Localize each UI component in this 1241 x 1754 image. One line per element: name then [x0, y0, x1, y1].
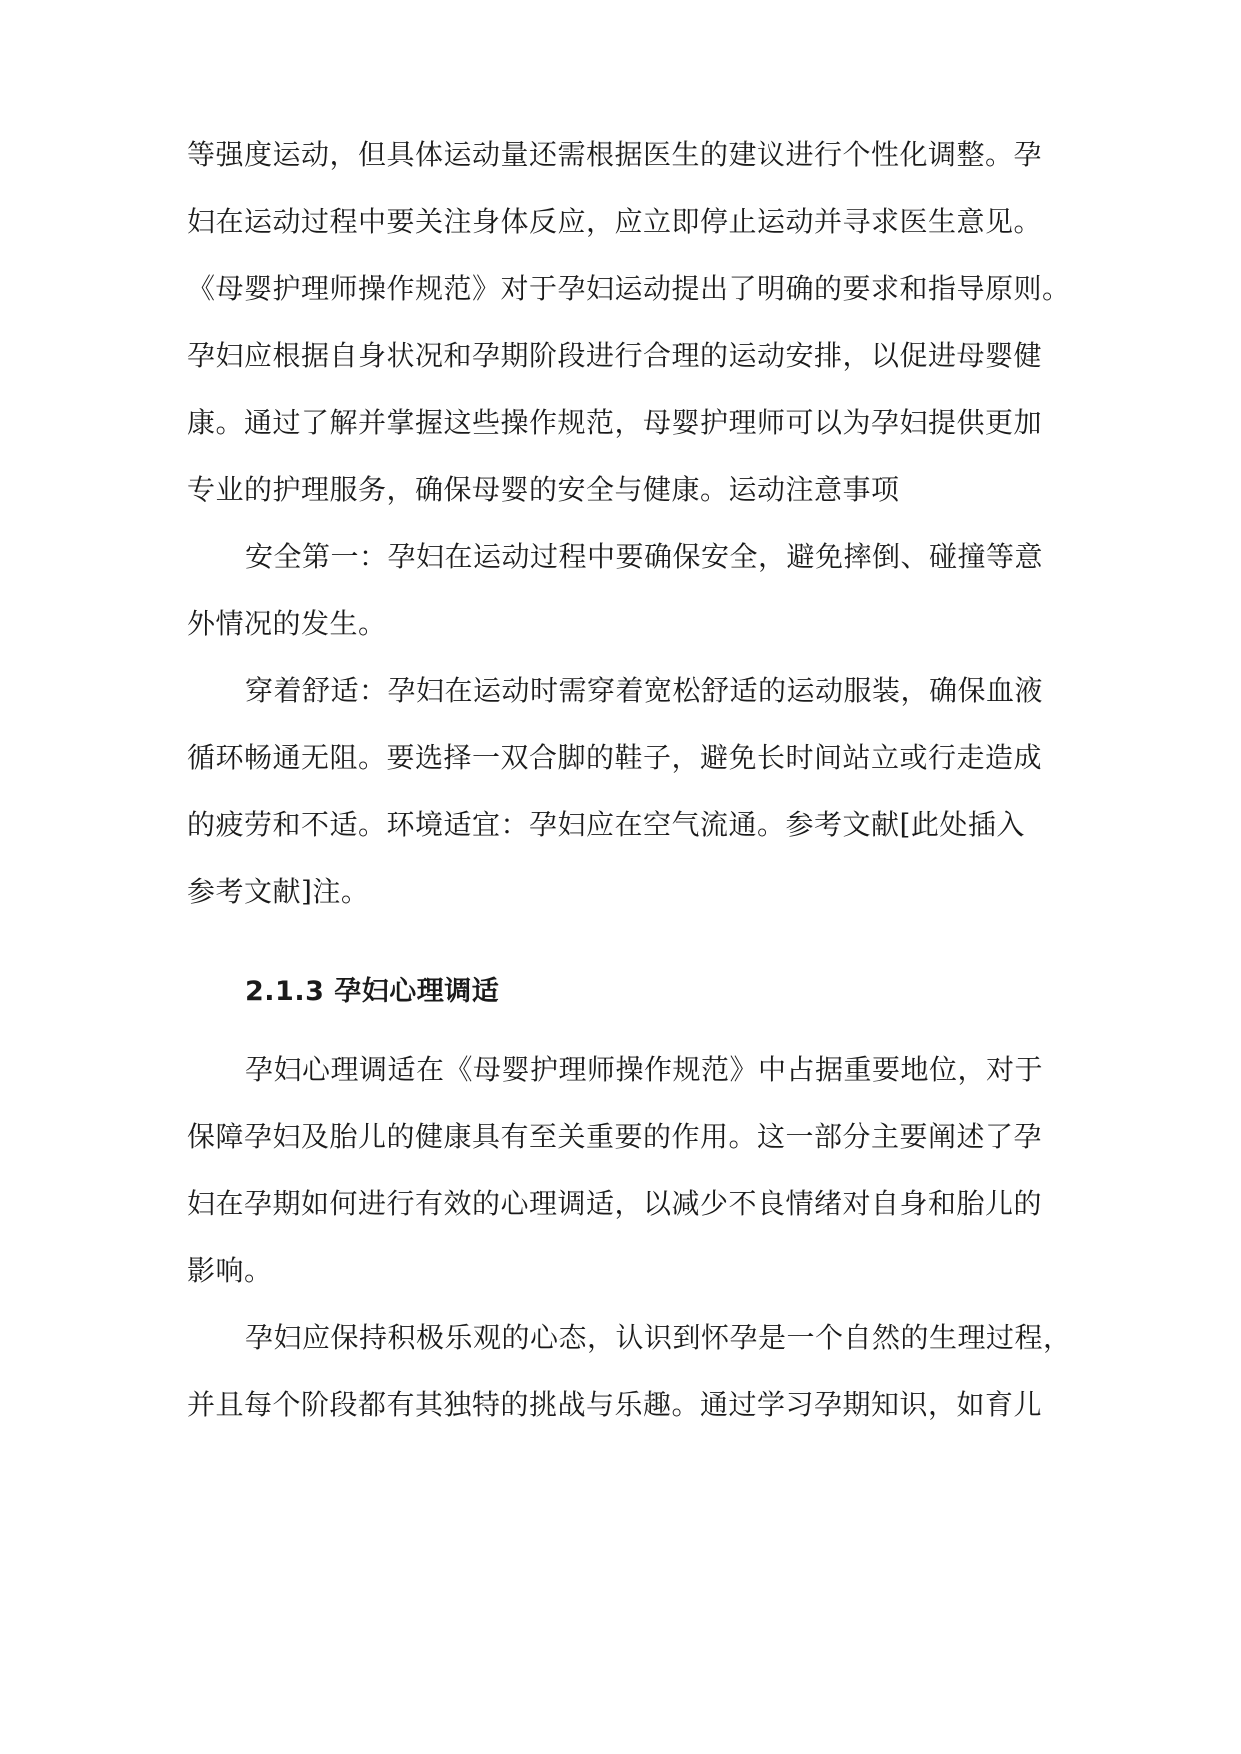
paragraph-line: 参考文献]注。	[187, 875, 370, 908]
paragraph-line: 循环畅通无阻。要选择一双合脚的鞋子，避免长时间站立或行走造成	[187, 741, 1043, 774]
paragraph-line: 外情况的发生。	[187, 607, 387, 640]
paragraph-line: 妇在运动过程中要关注身体反应，应立即停止运动并寻求医生意见。	[187, 205, 1043, 238]
paragraph-line: 保障孕妇及胎儿的健康具有至关重要的作用。这一部分主要阐述了孕	[187, 1120, 1043, 1153]
paragraph-line: 康。通过了解并掌握这些操作规范，母婴护理师可以为孕妇提供更加	[187, 406, 1043, 439]
paragraph-line: 妇在孕期如何进行有效的心理调适，以减少不良情绪对自身和胎儿的	[187, 1187, 1043, 1220]
paragraph-line: 孕妇应根据自身状况和孕期阶段进行合理的运动安排，以促进母婴健	[187, 339, 1043, 372]
section-heading: 2.1.3 孕妇心理调适	[245, 976, 500, 1007]
paragraph-line: 影响。	[187, 1254, 273, 1287]
paragraph-line: 孕妇心理调适在《母婴护理师操作规范》中占据重要地位，对于	[245, 1053, 1044, 1086]
paragraph-line: 《母婴护理师操作规范》对于孕妇运动提出了明确的要求和指导原则。	[187, 272, 1071, 305]
paragraph-line: 孕妇应保持积极乐观的心态，认识到怀孕是一个自然的生理过程，	[245, 1321, 1072, 1354]
paragraph-line: 并且每个阶段都有其独特的挑战与乐趣。通过学习孕期知识，如育儿	[187, 1388, 1043, 1421]
paragraph-line: 专业的护理服务，确保母婴的安全与健康。运动注意事项	[187, 473, 900, 506]
paragraph-line: 等强度运动，但具体运动量还需根据医生的建议进行个性化调整。孕	[187, 138, 1043, 171]
paragraph-line: 穿着舒适：孕妇在运动时需穿着宽松舒适的运动服装，确保血液	[245, 674, 1044, 707]
paragraph-line: 的疲劳和不适。环境适宜：孕妇应在空气流通。参考文献[此处插入	[187, 808, 1025, 841]
paragraph-line: 安全第一：孕妇在运动过程中要确保安全，避免摔倒、碰撞等意	[245, 540, 1044, 573]
